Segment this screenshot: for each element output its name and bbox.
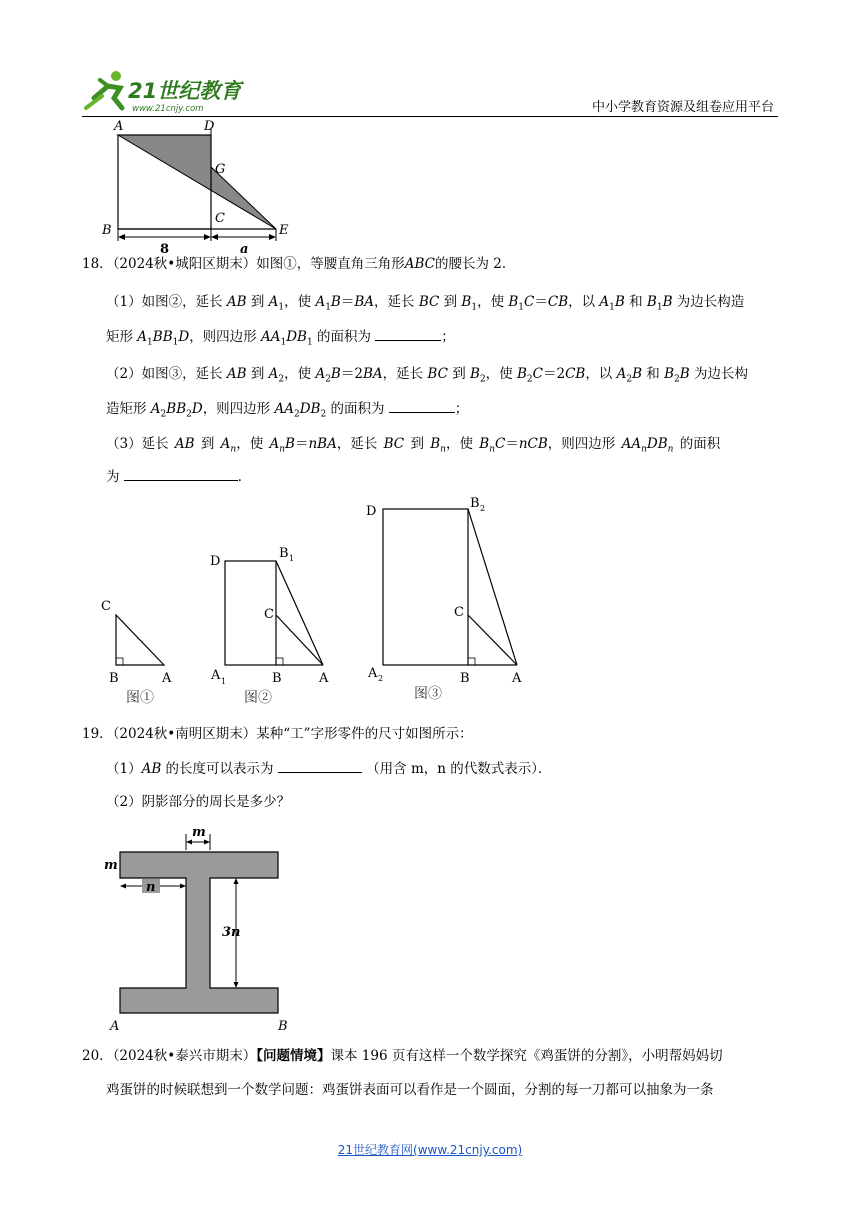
q18-part1-cont: 矩形 $A_1BB_1D$，则四边形 $AA_1DB_1$ 的面积为 ； [106,326,455,353]
label-b: B [102,223,112,238]
q19-label-b: B [278,1019,288,1034]
svg-text:1: 1 [289,554,295,563]
logo-main-text: 21世纪教育 [128,79,242,103]
q20-line1: 20．（2024秋•泰兴市期末）【问题情境】课本 196 页有这样一个数学探究《鸡蛋饼的分割》，小明帮妈妈切 [82,1048,723,1064]
platform-title: 中小学教育资源及组卷应用平台 [591,100,774,115]
svg-text:D: D [366,504,377,519]
q19-part2: （2）阴影部分的周长是多少？ [106,794,291,810]
figure-q17 [98,116,298,257]
svg-text:2: 2 [378,674,384,683]
answer-blank-q18-2[interactable] [389,398,455,413]
logo-url-text: www.21cnjy.com [132,104,204,114]
dim-m-left: m [104,858,118,873]
q20-line2: 鸡蛋饼的时候联想到一个数学问题：鸡蛋饼表面可以看作是一个圆面，分割的每一刀都可以抽象为一条 [106,1082,714,1098]
label-c: C [215,211,225,226]
svg-text:B: B [470,496,480,511]
footer-link[interactable]: 21世纪教育网(www.21cnjy.com) [337,1143,523,1157]
answer-blank-q19-1[interactable] [278,758,362,773]
label-d: D [204,119,215,134]
fig2-label-d: D [210,554,221,569]
q18-part3-cont: 为 ． [106,466,251,487]
figure-q19 [98,820,298,1035]
fig2-caption: 图② [244,690,272,706]
svg-text:A: A [211,668,221,683]
runner-logo-icon [86,71,122,108]
shaded-region [118,135,276,229]
q18-part2: （2）如图③，延长 AB 到 $A_2$，使 $A_2B=2BA$，延长 BC 到 $B_2$，使 $B_2C=2CB$，以 $A_2B$ 和 $B_2B$ 为边长构 [106,366,748,385]
i-beam-shape [120,852,278,1013]
q18-part2-cont: 造矩形 $A_2BB_2D$，则四边形 $AA_2DB_2$ 的面积为 ； [106,398,468,425]
svg-text:A: A [319,671,329,686]
svg-text:B: B [460,671,470,686]
svg-text:1: 1 [221,677,227,686]
dim-m-top: m [192,825,206,840]
q19-part1: （1）AB 的长度可以表示为 （用含 m，n 的代数式表示）． [106,758,551,779]
dim-label-a: a [240,242,249,257]
answer-blank-q18-3[interactable] [124,466,238,481]
fig1-label-c: C [101,599,111,614]
logo [80,68,250,116]
svg-text:2: 2 [480,504,486,513]
figure-q18 [96,498,536,708]
svg-text:A: A [512,671,522,686]
dim-3n: 3n [222,925,241,940]
fig1-label-a: A [162,671,172,686]
dim-n: n [146,880,156,895]
svg-text:A: A [368,666,378,681]
fig1-label-b: B [109,671,119,686]
q18-part1: （1）如图②，延长 AB 到 $A_1$，使 $A_1B=BA$，延长 BC 到 $B_1$，使 $B_1C=CB$，以 $A_1B$ 和 $B_1B$ 为边长构造 [106,294,745,313]
label-g: G [215,162,226,177]
q18-stem: 18．（2024秋•城阳区期末）如图①，等腰直角三角形ABC的腰长为 2． [82,256,516,272]
svg-text:C: C [264,607,274,622]
fig3-caption: 图③ [414,686,442,702]
dim-label-8: 8 [160,242,170,257]
answer-blank-q18-1[interactable] [375,326,441,341]
q18-part3: （3）延长 AB 到 $A_n$，使 $A_nB=nBA$，延长 BC 到 $B_n$，使 $B_nC=nCB$，则四边形 $AA_nDB_n$ 的面积 [106,436,721,455]
svg-text:C: C [454,605,464,620]
fig1-caption: 图① [126,690,154,706]
svg-text:B: B [272,671,282,686]
svg-text:B: B [279,546,289,561]
q19-stem: 19．（2024秋•南明区期末）某种“工”字形零件的尺寸如图所示： [82,726,473,742]
label-a: A [114,119,124,134]
q19-label-a: A [110,1019,120,1034]
label-e: E [279,223,289,238]
